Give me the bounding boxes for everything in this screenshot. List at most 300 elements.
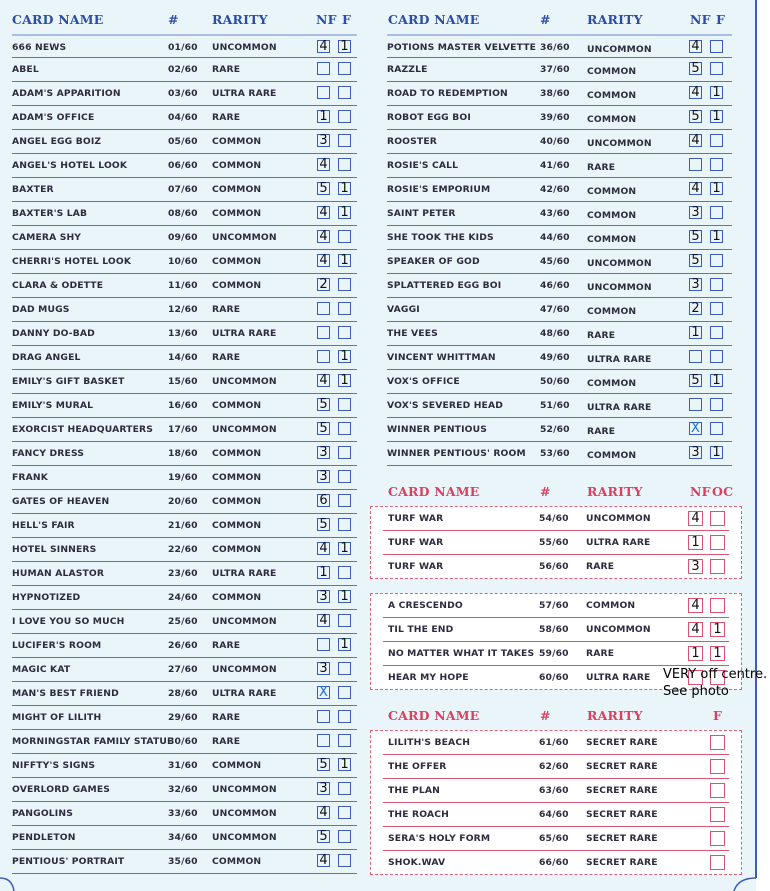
nf-checkbox[interactable]: 4 — [317, 806, 330, 819]
card-number: 38/60 — [540, 88, 570, 99]
table-row — [12, 850, 357, 874]
card-number: 50/60 — [540, 376, 570, 387]
f-checkbox[interactable]: 1 — [338, 254, 351, 267]
card-number: 31/60 — [168, 760, 198, 771]
f-checkbox[interactable]: 1 — [710, 86, 723, 99]
nf-checkbox[interactable]: 5 — [689, 374, 702, 387]
table-row — [12, 538, 357, 562]
card-name: PENDLETON — [12, 832, 76, 843]
card-rarity: SECRET RARE — [586, 737, 658, 748]
nf-checkbox[interactable]: X — [317, 686, 330, 699]
card-rarity: COMMON — [212, 760, 262, 771]
f-checkbox[interactable] — [710, 40, 723, 53]
card-name: TIL THE END — [388, 624, 454, 635]
card-rarity: SECRET RARE — [586, 809, 658, 820]
f-checkbox[interactable] — [338, 446, 351, 459]
f-checkbox[interactable] — [338, 854, 351, 867]
oc-group-1 — [370, 506, 742, 579]
card-number: 09/60 — [168, 232, 198, 243]
card-name: WINNER PENTIOUS — [387, 424, 488, 435]
table-row — [12, 754, 357, 778]
nf-checkbox[interactable]: 5 — [689, 230, 702, 243]
card-name: SHE TOOK THE KIDS — [387, 232, 494, 243]
f-checkbox[interactable] — [338, 62, 351, 75]
f-checkbox[interactable] — [338, 134, 351, 147]
f-checkbox[interactable]: 1 — [338, 350, 351, 363]
nf-checkbox[interactable]: 3 — [317, 134, 330, 147]
card-number: 06/60 — [168, 160, 198, 171]
f-checkbox[interactable] — [338, 806, 351, 819]
nf-checkbox[interactable]: 2 — [317, 278, 330, 291]
f-checkbox[interactable] — [710, 759, 725, 774]
card-number: 24/60 — [168, 592, 198, 603]
card-rarity: SECRET RARE — [586, 761, 658, 772]
nf-checkbox[interactable]: 3 — [688, 559, 703, 574]
card-name: CLARA & ODETTE — [12, 280, 104, 291]
nf-checkbox[interactable]: 4 — [688, 598, 703, 613]
right-header-f: F — [716, 12, 726, 27]
table-row — [383, 755, 729, 779]
card-number: 36/60 — [540, 42, 570, 53]
card-rarity: COMMON — [212, 256, 262, 267]
nf-checkbox[interactable] — [317, 86, 330, 99]
nf-checkbox[interactable] — [317, 62, 330, 75]
f-checkbox[interactable] — [338, 326, 351, 339]
nf-checkbox[interactable]: 1 — [688, 646, 703, 661]
card-rarity: COMMON — [212, 400, 262, 411]
f-checkbox[interactable] — [710, 831, 725, 846]
card-rarity: COMMON — [212, 280, 262, 291]
oc-checkbox[interactable] — [710, 559, 725, 574]
f-checkbox[interactable] — [338, 422, 351, 435]
card-number: 04/60 — [168, 112, 198, 123]
card-rarity: COMMON — [587, 234, 637, 245]
card-rarity: COMMON — [587, 90, 637, 101]
nf-checkbox[interactable]: 5 — [317, 830, 330, 843]
table-row — [383, 618, 729, 642]
table-row — [387, 250, 732, 274]
table-row — [387, 34, 732, 58]
table-row — [387, 226, 732, 250]
f-checkbox[interactable] — [338, 230, 351, 243]
f-checkbox[interactable] — [338, 734, 351, 747]
card-rarity: RARE — [212, 112, 241, 123]
card-number: 42/60 — [540, 184, 570, 195]
nf-checkbox[interactable]: 3 — [689, 446, 702, 459]
table-row — [12, 370, 357, 394]
nf-checkbox[interactable]: 4 — [688, 622, 703, 637]
nf-checkbox[interactable]: 5 — [689, 254, 702, 267]
f-checkbox[interactable]: 1 — [338, 182, 351, 195]
table-row — [12, 442, 357, 466]
note-line-1: VERY off centre. — [663, 667, 768, 682]
f-checkbox[interactable]: 1 — [710, 446, 723, 459]
card-number: 15/60 — [168, 376, 198, 387]
nf-checkbox[interactable]: 4 — [689, 86, 702, 99]
card-number: 40/60 — [540, 136, 570, 147]
card-number: 41/60 — [540, 160, 570, 171]
card-name: DANNY DO-BAD — [12, 328, 95, 339]
table-row — [12, 730, 357, 754]
card-name: ANGEL EGG BOIZ — [12, 136, 102, 147]
f-checkbox[interactable] — [338, 398, 351, 411]
f-checkbox[interactable] — [338, 302, 351, 315]
nf-checkbox[interactable]: 1 — [689, 326, 702, 339]
table-row — [383, 507, 729, 531]
f-checkbox[interactable] — [338, 686, 351, 699]
nf-checkbox[interactable] — [317, 710, 330, 723]
table-row — [12, 586, 357, 610]
nf-checkbox[interactable]: 4 — [317, 854, 330, 867]
nf-checkbox[interactable]: 2 — [689, 302, 702, 315]
left-header-card-name: CARD NAME — [12, 12, 104, 27]
nf-checkbox[interactable]: 3 — [317, 446, 330, 459]
f-checkbox[interactable] — [710, 735, 725, 750]
card-number: 47/60 — [540, 304, 570, 315]
card-name: THE OFFER — [388, 761, 447, 772]
nf-checkbox[interactable]: 5 — [317, 422, 330, 435]
nf-checkbox[interactable]: 4 — [317, 40, 330, 53]
nf-checkbox[interactable]: 5 — [317, 182, 330, 195]
card-name: ROAD TO REDEMPTION — [387, 88, 508, 99]
card-number: 16/60 — [168, 400, 198, 411]
card-name: TURF WAR — [388, 513, 444, 524]
card-name: VINCENT WHITTMAN — [387, 352, 496, 363]
oc-header-rarity: RARITY — [587, 484, 643, 499]
f-checkbox[interactable] — [338, 614, 351, 627]
card-number: 37/60 — [540, 64, 570, 75]
nf-checkbox[interactable] — [317, 326, 330, 339]
table-row — [383, 851, 729, 875]
card-number: 01/60 — [168, 42, 198, 53]
card-name: THE PLAN — [388, 785, 441, 796]
nf-checkbox[interactable]: 5 — [317, 758, 330, 771]
f-checkbox[interactable]: 1 — [338, 206, 351, 219]
card-number: 64/60 — [539, 809, 569, 820]
card-name: BAXTER'S LAB — [12, 208, 88, 219]
card-rarity: COMMON — [586, 600, 636, 611]
nf-checkbox[interactable]: 5 — [317, 518, 330, 531]
card-number: 46/60 — [540, 280, 570, 291]
table-row — [12, 202, 357, 226]
nf-checkbox[interactable]: 3 — [317, 470, 330, 483]
oc-checkbox[interactable] — [710, 511, 725, 526]
card-name: ADAM'S APPARITION — [12, 88, 121, 99]
card-rarity: UNCOMMON — [212, 42, 277, 53]
card-number: 02/60 — [168, 64, 198, 75]
card-rarity: UNCOMMON — [212, 664, 277, 675]
secret-group — [370, 730, 742, 875]
card-rarity: UNCOMMON — [587, 258, 652, 269]
table-row — [12, 706, 357, 730]
table-row — [383, 803, 729, 827]
card-rarity: UNCOMMON — [587, 282, 652, 293]
card-name: SHOK.WAV — [388, 857, 446, 868]
card-number: 63/60 — [539, 785, 569, 796]
table-row — [12, 658, 357, 682]
f-checkbox[interactable]: 1 — [710, 182, 723, 195]
f-checkbox[interactable] — [710, 158, 723, 171]
card-number: 26/60 — [168, 640, 198, 651]
card-name: BAXTER — [12, 184, 54, 195]
card-rarity: COMMON — [212, 592, 262, 603]
nf-checkbox[interactable] — [317, 638, 330, 651]
f-checkbox[interactable] — [338, 782, 351, 795]
left-header-f: F — [342, 12, 352, 27]
card-rarity: RARE — [212, 304, 241, 315]
card-name: EMILY'S MURAL — [12, 400, 94, 411]
table-row — [387, 442, 732, 466]
nf-checkbox[interactable]: 1 — [688, 535, 703, 550]
f-checkbox[interactable]: 1 — [338, 374, 351, 387]
table-row — [383, 555, 729, 579]
table-row — [12, 610, 357, 634]
card-name: HELL'S FAIR — [12, 520, 75, 531]
nf-checkbox[interactable]: 3 — [317, 662, 330, 675]
table-row — [387, 130, 732, 154]
nf-checkbox[interactable]: 4 — [317, 614, 330, 627]
f-checkbox[interactable]: 1 — [338, 638, 351, 651]
f-checkbox[interactable]: 1 — [710, 110, 723, 123]
card-rarity: ULTRA RARE — [212, 568, 277, 579]
nf-checkbox[interactable]: 1 — [317, 110, 330, 123]
table-row — [387, 298, 732, 322]
card-number: 07/60 — [168, 184, 198, 195]
nf-checkbox[interactable]: 4 — [689, 182, 702, 195]
card-name: ADAM'S OFFICE — [12, 112, 95, 123]
f-checkbox[interactable] — [710, 398, 723, 411]
nf-checkbox[interactable]: 5 — [689, 110, 702, 123]
oc-checkbox[interactable]: 1 — [710, 622, 725, 637]
card-rarity: RARE — [587, 426, 616, 437]
nf-checkbox[interactable]: 4 — [317, 230, 330, 243]
table-row — [12, 298, 357, 322]
table-row — [12, 682, 357, 706]
card-rarity: SECRET RARE — [586, 785, 658, 796]
nf-checkbox[interactable]: 3 — [689, 278, 702, 291]
table-row — [12, 394, 357, 418]
nf-checkbox[interactable]: 5 — [689, 62, 702, 75]
card-name: RAZZLE — [387, 64, 428, 75]
table-row — [387, 370, 732, 394]
f-checkbox[interactable] — [338, 710, 351, 723]
nf-checkbox[interactable]: X — [689, 422, 702, 435]
card-number: 65/60 — [539, 833, 569, 844]
card-name: VOX'S OFFICE — [387, 376, 460, 387]
card-rarity: COMMON — [587, 186, 637, 197]
nf-checkbox[interactable] — [317, 734, 330, 747]
nf-checkbox[interactable]: 4 — [317, 206, 330, 219]
f-checkbox[interactable] — [338, 278, 351, 291]
card-rarity: ULTRA RARE — [212, 328, 277, 339]
table-row — [12, 802, 357, 826]
card-name: CAMERA SHY — [12, 232, 82, 243]
card-rarity: RARE — [212, 352, 241, 363]
table-row — [387, 322, 732, 346]
card-number: 51/60 — [540, 400, 570, 411]
card-rarity: RARE — [212, 712, 241, 723]
f-checkbox[interactable] — [710, 302, 723, 315]
card-number: 08/60 — [168, 208, 198, 219]
f-checkbox[interactable] — [710, 350, 723, 363]
card-number: 34/60 — [168, 832, 198, 843]
nf-checkbox[interactable] — [689, 350, 702, 363]
card-name: OVERLORD GAMES — [12, 784, 111, 795]
f-checkbox[interactable] — [710, 855, 725, 870]
oc-checkbox[interactable] — [710, 598, 725, 613]
card-rarity: RARE — [212, 736, 241, 747]
nf-checkbox[interactable]: 6 — [317, 494, 330, 507]
f-checkbox[interactable] — [338, 86, 351, 99]
card-number: 14/60 — [168, 352, 198, 363]
left-header-rarity: RARITY — [212, 12, 268, 27]
f-checkbox[interactable] — [338, 566, 351, 579]
card-rarity: RARE — [212, 64, 241, 75]
nf-checkbox[interactable]: 3 — [317, 590, 330, 603]
nf-checkbox[interactable] — [689, 158, 702, 171]
card-number: 17/60 — [168, 424, 198, 435]
f-checkbox[interactable] — [710, 326, 723, 339]
card-number: 20/60 — [168, 496, 198, 507]
nf-checkbox[interactable] — [317, 350, 330, 363]
f-checkbox[interactable]: 1 — [710, 374, 723, 387]
table-row — [383, 594, 729, 618]
f-checkbox[interactable]: 1 — [710, 230, 723, 243]
f-checkbox[interactable] — [338, 494, 351, 507]
f-checkbox[interactable] — [338, 470, 351, 483]
card-number: 33/60 — [168, 808, 198, 819]
card-name: HOTEL SINNERS — [12, 544, 97, 555]
card-rarity: COMMON — [212, 208, 262, 219]
table-row — [12, 58, 357, 82]
nf-checkbox[interactable]: 4 — [317, 374, 330, 387]
card-number: 53/60 — [540, 448, 570, 459]
card-name: PANGOLINS — [12, 808, 73, 819]
card-name: GATES OF HEAVEN — [12, 496, 110, 507]
f-checkbox[interactable] — [710, 206, 723, 219]
card-name: WINNER PENTIOUS' ROOM — [387, 448, 526, 459]
f-checkbox[interactable] — [338, 830, 351, 843]
card-number: 66/60 — [539, 857, 569, 868]
card-name: VAGGI — [387, 304, 420, 315]
f-checkbox[interactable] — [338, 518, 351, 531]
card-rarity: UNCOMMON — [212, 424, 277, 435]
f-checkbox[interactable] — [338, 110, 351, 123]
table-row — [12, 322, 357, 346]
card-name: MAGIC KAT — [12, 664, 71, 675]
table-row — [387, 58, 732, 82]
card-rarity: RARE — [587, 330, 616, 341]
table-row — [12, 226, 357, 250]
nf-checkbox[interactable]: 4 — [688, 511, 703, 526]
nf-checkbox[interactable]: 4 — [689, 134, 702, 147]
card-rarity: COMMON — [212, 856, 262, 867]
card-name: ROBOT EGG BOI — [387, 112, 471, 123]
card-number: 56/60 — [539, 561, 569, 572]
card-rarity: COMMON — [212, 544, 262, 555]
oc-checkbox[interactable] — [710, 535, 725, 550]
card-number: 23/60 — [168, 568, 198, 579]
card-rarity: SECRET RARE — [586, 857, 658, 868]
card-number: 25/60 — [168, 616, 198, 627]
card-name: SERA'S HOLY FORM — [388, 833, 491, 844]
card-name: SPEAKER OF GOD — [387, 256, 480, 267]
f-checkbox[interactable] — [338, 158, 351, 171]
card-name: POTIONS MASTER VELVETTE — [387, 42, 537, 53]
f-checkbox[interactable]: 1 — [338, 758, 351, 771]
table-row — [387, 394, 732, 418]
f-checkbox[interactable] — [710, 134, 723, 147]
card-rarity: UNCOMMON — [212, 808, 277, 819]
oc-checkbox[interactable]: 1 — [710, 646, 725, 661]
card-name: THE ROACH — [388, 809, 449, 820]
nf-checkbox[interactable]: 4 — [317, 542, 330, 555]
nf-checkbox[interactable]: 3 — [317, 782, 330, 795]
card-number: 45/60 — [540, 256, 570, 267]
card-rarity: COMMON — [212, 160, 262, 171]
f-checkbox[interactable] — [338, 662, 351, 675]
card-number: 18/60 — [168, 448, 198, 459]
table-row — [387, 154, 732, 178]
f-checkbox[interactable] — [710, 422, 723, 435]
nf-checkbox[interactable]: 4 — [317, 254, 330, 267]
f-checkbox[interactable] — [710, 807, 725, 822]
card-rarity: ULTRA RARE — [212, 88, 277, 99]
card-rarity: UNCOMMON — [212, 784, 277, 795]
card-name: PENTIOUS' PORTRAIT — [12, 856, 125, 867]
nf-checkbox[interactable]: 5 — [317, 398, 330, 411]
table-row — [383, 779, 729, 803]
oc-header-nf: NF — [690, 484, 711, 499]
card-rarity: UNCOMMON — [587, 138, 652, 149]
table-row — [12, 634, 357, 658]
table-row — [12, 346, 357, 370]
nf-checkbox[interactable] — [689, 398, 702, 411]
table-row — [387, 106, 732, 130]
card-name: A CRESCENDO — [388, 600, 463, 611]
f-checkbox[interactable] — [710, 62, 723, 75]
card-name: ABEL — [12, 64, 39, 75]
nf-checkbox[interactable]: 1 — [317, 566, 330, 579]
card-number: 54/60 — [539, 513, 569, 524]
nf-checkbox[interactable]: 3 — [689, 206, 702, 219]
card-rarity: UNCOMMON — [212, 376, 277, 387]
card-rarity: UNCOMMON — [586, 513, 651, 524]
card-number: 43/60 — [540, 208, 570, 219]
f-checkbox[interactable]: 1 — [338, 590, 351, 603]
card-name: NO MATTER WHAT IT TAKES — [388, 648, 535, 659]
f-checkbox[interactable] — [710, 783, 725, 798]
nf-checkbox[interactable]: 4 — [689, 40, 702, 53]
nf-checkbox[interactable] — [317, 302, 330, 315]
table-row — [12, 778, 357, 802]
table-row — [383, 531, 729, 555]
secret-header-card-name: CARD NAME — [388, 708, 480, 723]
table-row — [12, 34, 357, 58]
f-checkbox[interactable]: 1 — [338, 542, 351, 555]
card-rarity: COMMON — [587, 66, 637, 77]
f-checkbox[interactable] — [710, 254, 723, 267]
f-checkbox[interactable]: 1 — [338, 40, 351, 53]
table-row — [383, 642, 729, 666]
card-number: 30/60 — [168, 736, 198, 747]
nf-checkbox[interactable]: 4 — [317, 158, 330, 171]
oc-header-oc: OC — [712, 484, 734, 499]
f-checkbox[interactable] — [710, 278, 723, 291]
table-row — [12, 418, 357, 442]
card-rarity: COMMON — [212, 184, 262, 195]
card-rarity: UNCOMMON — [212, 232, 277, 243]
